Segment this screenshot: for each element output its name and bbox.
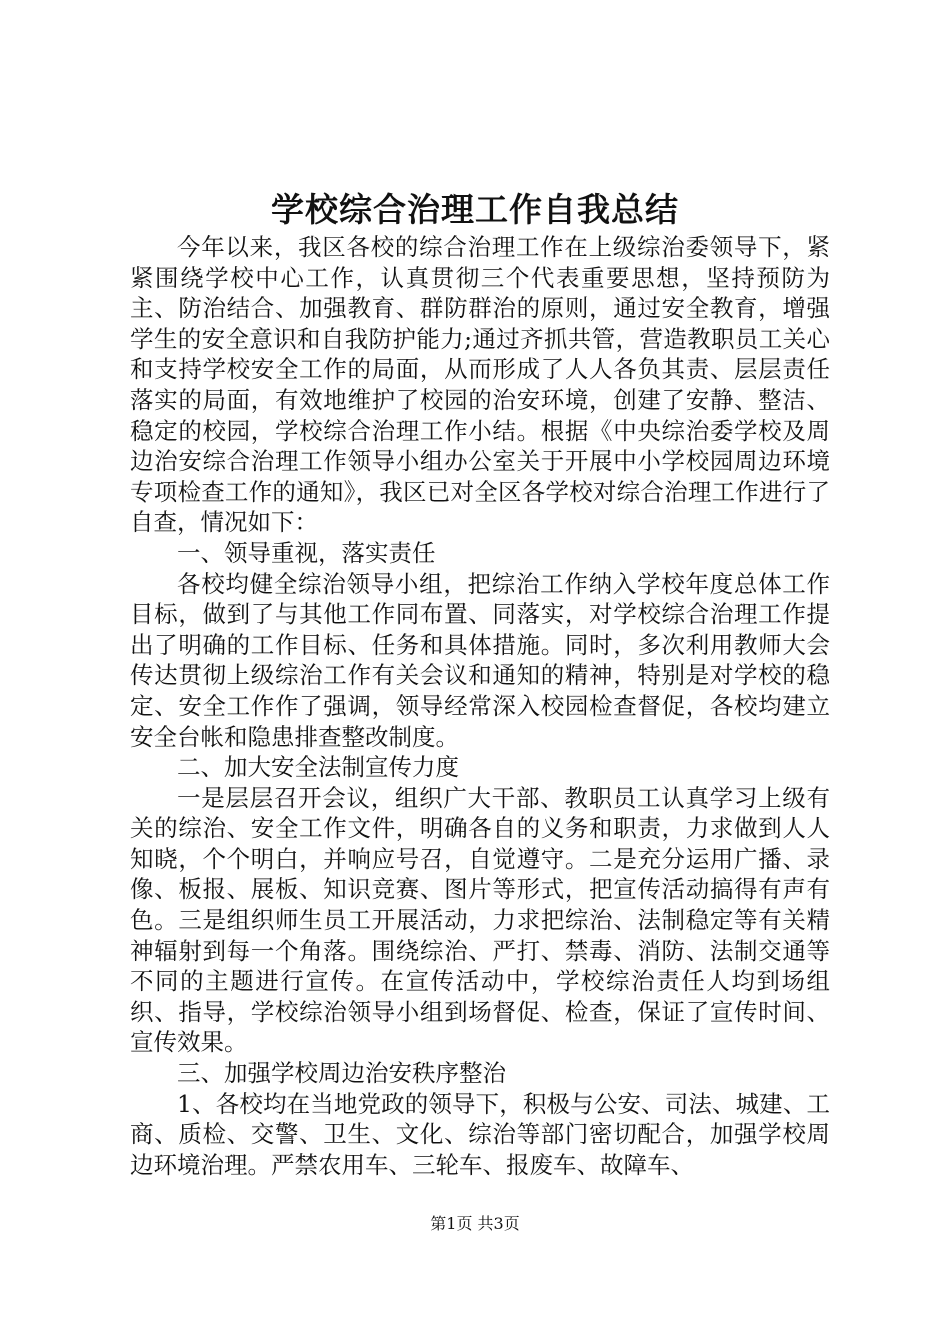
document-title: 学校综合治理工作自我总结 xyxy=(271,190,679,229)
section-heading-2: 二、加大安全法制宣传力度 xyxy=(177,753,459,782)
section-3-paragraph: 1、各校均在当地党政的领导下，积极与公安、司法、城建、工商、质检、交警、卫生、文化、综治等部门密切配合，加强学校周边环境治理。严禁农用车、三轮车、报废车、故障车、 xyxy=(130,1089,830,1179)
intro-paragraph: 今年以来，我区各校的综合治理工作在上级综治委领导下，紧紧围绕学校中心工作，认真贯彻三个代表重要思想，坚持预防为主、防治结合、加强教育、群防群治的原则，通过安全教育，增强学生的安全意识和自我防护能力;通过齐抓共管，营造教职员工关心和支持学校安全工作的局面，从而形成了人人各负其责、层层责任落实的局面，有效地维护了校园的治安环境，创建了安静、整洁、稳定的校园，学校综合治理工作小结。根据《中央综治委学校及周边治安综合治理工作领导小组办公室关于开展中小学校园周边环境专项检查工作的通知》，我区已对全区各学校对综合治理工作进行了自查，情况如下： xyxy=(130,233,830,537)
section-heading-1: 一、领导重视，落实责任 xyxy=(177,538,436,567)
page-footer: 第1页 共3页 xyxy=(430,1214,520,1233)
section-1-paragraph: 各校均健全综治领导小组，把综治工作纳入学校年度总体工作目标，做到了与其他工作同布置、同落实，对学校综合治理工作提出了明确的工作目标、任务和具体措施。同时，多次利用教师大会传达贯彻上级综治工作有关会议和通知的精神，特别是对学校的稳定、安全工作作了强调，领导经常深入校园检查督促，各校均建立安全台帐和隐患排查整改制度。 xyxy=(130,569,830,751)
document-body xyxy=(130,232,830,1180)
section-heading-3: 三、加强学校周边治安秩序整治 xyxy=(177,1059,506,1088)
section-2-paragraph: 一是层层召开会议，组织广大干部、教职员工认真学习上级有关的综治、安全工作文件，明确各自的义务和职责，力求做到人人知晓，个个明白，并响应号召，自觉遵守。二是充分运用广播、录像、板报、展板、知识竞赛、图片等形式，把宣传活动搞得有声有色。三是组织师生员工开展活动，力求把综治、法制稳定等有关精神辐射到每一个角落。围绕综治、严打、禁毒、消防、法制交通等不同的主题进行宣传。在宣传活动中，学校综治责任人均到场组织、指导，学校综治领导小组到场督促、检查，保证了宣传时间、宣传效果。 xyxy=(130,783,830,1057)
